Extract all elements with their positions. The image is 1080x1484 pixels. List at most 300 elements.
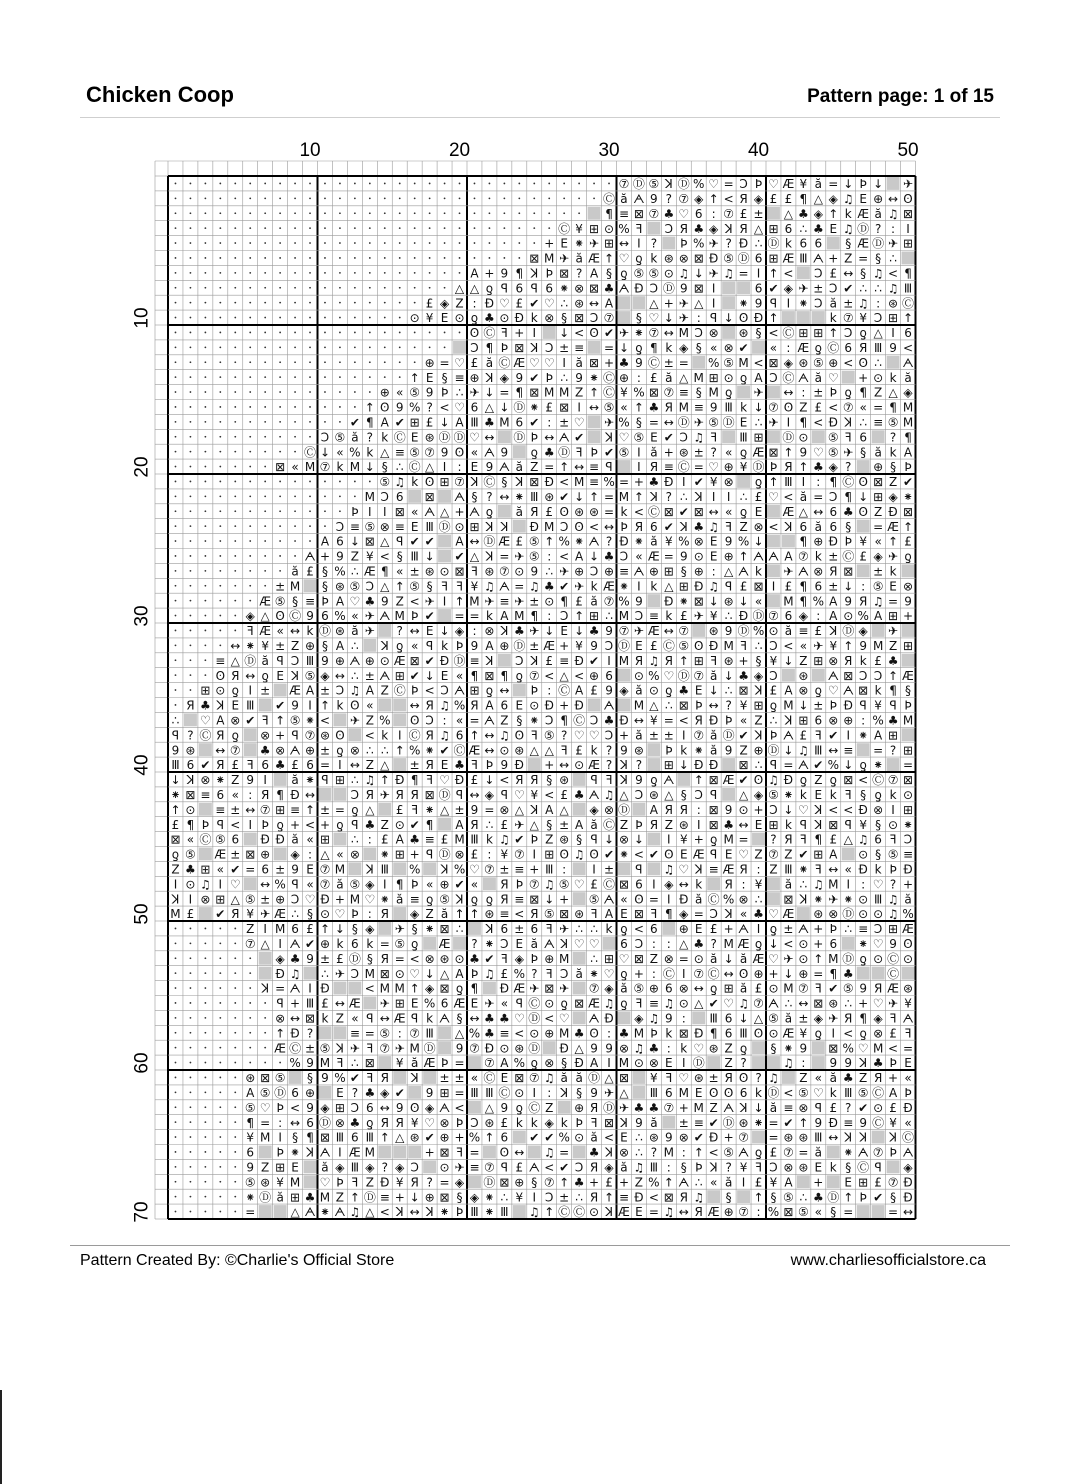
empty-cell-dot [204, 630, 206, 632]
stitch-symbol: ? [605, 534, 613, 549]
stitch-symbol: ʘ [559, 504, 569, 519]
empty-cell-dot [234, 451, 236, 453]
stitch-symbol: + [409, 847, 420, 862]
stitch-symbol: « [799, 638, 808, 653]
stitch-symbol: + [768, 966, 779, 981]
stitch-symbol: M [872, 638, 884, 653]
stitch-symbol: = [559, 1145, 570, 1160]
empty-cell-dot [190, 376, 192, 378]
stitch-symbol: Þ [411, 609, 419, 624]
stitch-symbol: E [694, 922, 703, 937]
stitch-symbol: ♣ [648, 1041, 660, 1056]
shaded-cell [304, 1160, 317, 1173]
stitch-symbol: ⊠ [514, 1071, 525, 1086]
stitch-symbol: Ⓓ [827, 1190, 840, 1205]
stitch-symbol: ✈ [633, 624, 644, 639]
stitch-symbol: Ɔ [320, 430, 330, 445]
empty-cell-dot [234, 1196, 236, 1198]
stitch-symbol: § [770, 1190, 777, 1205]
stitch-symbol: ꓘ [410, 1071, 419, 1086]
stitch-symbol: ± [559, 340, 570, 355]
empty-cell-dot [204, 406, 206, 408]
shaded-cell [812, 1041, 825, 1054]
stitch-symbol: ✔ [648, 847, 659, 862]
scan-edge-mark [0, 1390, 2, 1484]
stitch-symbol: ⊕ [424, 1190, 435, 1205]
stitch-symbol: ↓ [678, 758, 689, 773]
stitch-symbol: ꟻ [366, 1041, 374, 1056]
stitch-symbol: 6 [500, 1130, 509, 1145]
stitch-symbol: ◈ [439, 296, 450, 311]
empty-cell-dot [578, 197, 580, 199]
stitch-symbol: ʘ [753, 773, 764, 788]
stitch-symbol: ӑ [695, 892, 703, 907]
stitch-symbol: △ [529, 743, 539, 758]
stitch-symbol: ♫ [663, 996, 675, 1011]
stitch-symbol: M [259, 1130, 271, 1145]
stitch-symbol: ¥ [679, 832, 688, 847]
stitch-symbol: Ð [574, 698, 584, 713]
stitch-symbol: ⊛ [633, 743, 644, 758]
empty-cell-dot [175, 481, 177, 483]
stitch-symbol: 9 [844, 594, 853, 609]
stitch-symbol: k [755, 564, 763, 579]
stitch-symbol: Z [365, 713, 374, 728]
stitch-symbol: ♡ [259, 1100, 271, 1115]
stitch-symbol: ↔ [559, 758, 570, 773]
stitch-symbol: Þ [680, 236, 688, 251]
stitch-symbol: : [562, 862, 567, 877]
stitch-symbol: ⑤ [887, 847, 899, 862]
stitch-symbol: ¶ [829, 475, 838, 490]
stitch-symbol: ⊙ [394, 966, 405, 981]
stitch-symbol: £ [440, 832, 449, 847]
stitch-symbol: ↓ [424, 549, 435, 564]
stitch-symbol: ± [439, 1071, 450, 1086]
empty-cell-dot [190, 495, 192, 497]
stitch-symbol: ᗅ [483, 445, 496, 460]
stitch-symbol: = [783, 758, 794, 773]
shaded-cell [483, 1146, 496, 1159]
stitch-symbol: ♣ [185, 862, 196, 877]
stitch-symbol: 6 [784, 609, 793, 624]
stitch-symbol: ⑤ [633, 981, 645, 996]
stitch-symbol: § [426, 579, 433, 594]
stitch-symbol: Ð [694, 579, 704, 594]
stitch-symbol: 6 [620, 936, 628, 951]
stitch-symbol: ¥ [650, 713, 658, 728]
stitch-symbol: ¥ [500, 847, 509, 862]
stitch-symbol: ↓ [484, 385, 495, 400]
stitch-symbol: ᗅ [797, 758, 810, 773]
empty-cell-dot [339, 376, 341, 378]
stitch-symbol: △ [664, 787, 674, 802]
stitch-symbol: % [468, 1026, 481, 1041]
stitch-symbol: Ⅲ [500, 1205, 509, 1220]
stitch-symbol: ʘ [335, 728, 345, 743]
stitch-symbol: ♫ [543, 877, 555, 892]
stitch-symbol: ӑ [784, 1011, 793, 1026]
stitch-symbol: Ⅲ [410, 549, 419, 564]
stitch-symbol: 6 [500, 922, 509, 937]
empty-cell-dot [294, 272, 296, 274]
stitch-symbol: ◈ [828, 191, 838, 206]
stitch-symbol: ± [843, 296, 854, 311]
stitch-symbol: Ð [260, 832, 270, 847]
empty-cell-dot [190, 674, 192, 676]
stitch-symbol: ⊞ [394, 996, 405, 1011]
stitch-symbol: % [633, 385, 645, 400]
empty-cell-dot [264, 197, 266, 199]
stitch-symbol: ᗅ [319, 1145, 331, 1160]
empty-cell-dot [429, 272, 431, 274]
stitch-symbol: < [454, 1100, 465, 1115]
stitch-symbol: ◈ [753, 668, 764, 683]
stitch-symbol: ↔ [409, 1205, 420, 1220]
stitch-symbol: ♣ [484, 1011, 495, 1026]
stitch-symbol: ⊗ [275, 1011, 286, 1026]
stitch-symbol: £ [425, 296, 434, 311]
stitch-symbol: ⊛ [574, 504, 585, 519]
stitch-symbol: + [693, 832, 704, 847]
empty-cell-dot [399, 197, 401, 199]
stitch-symbol: ∴ [351, 773, 359, 788]
stitch-symbol: ꟼ [351, 817, 359, 832]
stitch-symbol: ⊗ [708, 326, 719, 341]
stitch-symbol: ✔ [798, 847, 809, 862]
empty-cell-dot [369, 317, 371, 319]
empty-cell-dot [175, 272, 177, 274]
stitch-symbol: I [308, 981, 312, 996]
stitch-symbol: Ⓓ [423, 1041, 436, 1056]
footer-website[interactable]: www.charliesofficialstore.ca [790, 1252, 986, 1269]
empty-cell-dot [219, 957, 221, 959]
stitch-symbol: ⊞ [888, 609, 899, 624]
shaded-cell [573, 803, 586, 816]
stitch-symbol: Æ [468, 743, 481, 758]
stitch-symbol: Ⓓ [438, 519, 451, 534]
stitch-symbol: ƍ [560, 996, 568, 1011]
stitch-symbol: k [530, 1115, 538, 1130]
stitch-symbol: ⑦ [738, 1205, 749, 1220]
stitch-symbol: ⊙ [768, 981, 779, 996]
stitch-symbol: ± [260, 892, 271, 907]
stitch-symbol: 6 [306, 758, 314, 773]
empty-cell-dot [249, 540, 251, 542]
stitch-symbol: 9 [709, 400, 718, 415]
stitch-symbol: ƍ [336, 743, 344, 758]
empty-cell-dot [175, 689, 177, 691]
stitch-symbol: ↔ [888, 191, 899, 206]
stitch-symbol: ✔ [559, 579, 570, 594]
stitch-symbol: < [828, 802, 839, 817]
stitch-symbol: ꓘ [814, 817, 823, 832]
empty-cell-dot [324, 212, 326, 214]
empty-cell-dot [234, 1121, 236, 1123]
empty-cell-dot [234, 957, 236, 959]
empty-cell-dot [219, 376, 221, 378]
stitch-symbol: ꟻ [441, 579, 449, 594]
stitch-symbol: M [364, 489, 376, 504]
stitch-symbol: Z [634, 1175, 644, 1190]
stitch-symbol: △ [873, 326, 883, 341]
stitch-symbol: E [739, 415, 748, 430]
empty-cell-dot [190, 317, 192, 319]
stitch-symbol: ◈ [679, 907, 689, 922]
stitch-symbol: ⊙ [798, 951, 809, 966]
stitch-symbol: k [336, 936, 344, 951]
stitch-symbol: I [263, 922, 267, 937]
stitch-symbol: A [874, 728, 883, 743]
stitch-symbol: ⊗ [618, 832, 630, 847]
shaded-cell [513, 1131, 526, 1144]
stitch-symbol: Ɔ [664, 221, 674, 236]
stitch-symbol: « [216, 862, 224, 877]
stitch-symbol: + [544, 758, 555, 773]
empty-cell-dot [190, 510, 192, 512]
stitch-symbol: ʘ [559, 847, 569, 862]
stitch-symbol: k [426, 1011, 434, 1026]
stitch-symbol: ⊕ [304, 743, 316, 758]
stitch-symbol: ꟼ [814, 1100, 822, 1115]
stitch-symbol: Ⅲ [530, 489, 539, 504]
stitch-symbol: Þ [889, 1145, 897, 1160]
stitch-symbol: 9 [724, 802, 733, 817]
stitch-symbol: £ [306, 922, 314, 937]
empty-cell-dot [354, 346, 356, 348]
stitch-symbol: ⁕ [873, 758, 884, 773]
stitch-symbol: Ⓒ [393, 430, 406, 445]
empty-cell-dot [234, 1211, 236, 1213]
stitch-symbol: Я [739, 191, 748, 206]
empty-cell-dot [264, 302, 266, 304]
stitch-symbol: Я [724, 1071, 733, 1086]
empty-cell-dot [309, 302, 311, 304]
stitch-symbol: ⊠ [364, 1056, 375, 1071]
stitch-symbol: ✈ [454, 1160, 465, 1175]
stitch-symbol: ∴ [769, 713, 778, 728]
stitch-symbol: ꟼ [216, 817, 224, 832]
stitch-symbol: 9 [635, 1115, 643, 1130]
stitch-symbol: ♡ [618, 951, 630, 966]
stitch-symbol: = [768, 1115, 779, 1130]
stitch-symbol: ≡ [858, 922, 869, 937]
stitch-symbol: Ɔ [365, 579, 375, 594]
stitch-symbol: 9 [829, 1056, 838, 1071]
empty-cell-dot [324, 332, 326, 334]
stitch-symbol: § [635, 311, 642, 326]
stitch-symbol: : [278, 1115, 283, 1130]
empty-cell-dot [384, 332, 386, 334]
stitch-symbol: ♫ [872, 594, 884, 609]
stitch-symbol: ? [426, 400, 433, 415]
stitch-symbol: ≡ [200, 787, 211, 802]
stitch-symbol: ⊛ [798, 1130, 809, 1145]
stitch-symbol: ⁕ [529, 713, 540, 728]
stitch-symbol: ✈ [364, 624, 375, 639]
stitch-symbol: ⊙ [648, 683, 659, 698]
stitch-symbol: ⊗ [693, 534, 704, 549]
stitch-symbol: < [544, 787, 555, 802]
stitch-symbol: ӑ [904, 892, 912, 907]
stitch-symbol: ✈ [364, 609, 375, 624]
empty-cell-dot [503, 242, 505, 244]
empty-cell-dot [249, 481, 251, 483]
empty-cell-dot [354, 227, 356, 229]
stitch-symbol: ӑ [620, 191, 628, 206]
stitch-symbol: ⊗ [678, 1130, 689, 1145]
stitch-symbol: £ [306, 564, 314, 579]
shaded-cell [588, 430, 601, 443]
stitch-symbol: ↔ [290, 1115, 301, 1130]
stitch-symbol: ♣ [259, 743, 271, 758]
stitch-symbol: + [813, 936, 824, 951]
stitch-symbol: Ɔ [380, 489, 389, 504]
stitch-symbol: ∴ [874, 355, 882, 370]
stitch-symbol: £ [889, 1100, 897, 1115]
stitch-symbol: ≡ [394, 519, 405, 534]
shaded-cell [543, 326, 556, 339]
stitch-symbol: 9 [590, 638, 598, 653]
stitch-symbol: ↔ [484, 743, 495, 758]
shaded-cell [393, 758, 406, 771]
empty-cell-dot [384, 361, 386, 363]
stitch-symbol: ¥ [575, 638, 583, 653]
stitch-symbol: ¥ [665, 534, 673, 549]
stitch-symbol: ✈ [678, 296, 689, 311]
stitch-symbol: : [472, 624, 477, 639]
empty-cell-dot [264, 495, 266, 497]
stitch-symbol: ♡ [678, 1071, 690, 1086]
empty-cell-dot [264, 406, 266, 408]
footer-divider [70, 1245, 1010, 1246]
stitch-symbol: ƍ [739, 370, 748, 385]
stitch-symbol: 9 [500, 445, 509, 460]
stitch-symbol: ≡ [349, 1026, 360, 1041]
stitch-symbol: ✔ [349, 1071, 360, 1086]
stitch-symbol: ↑ [828, 326, 839, 341]
empty-cell-dot [279, 197, 281, 199]
stitch-symbol: ✔ [768, 281, 779, 296]
shaded-cell [438, 535, 451, 548]
stitch-symbol: ✈ [484, 996, 495, 1011]
stitch-symbol: Ⓓ [528, 1011, 541, 1026]
stitch-symbol: : [547, 415, 552, 430]
stitch-symbol: £ [739, 579, 748, 594]
empty-cell-dot [249, 376, 251, 378]
stitch-symbol: ⊛ [185, 743, 196, 758]
shaded-cell [782, 311, 795, 324]
empty-cell-dot [518, 242, 520, 244]
stitch-symbol: % [334, 564, 346, 579]
stitch-symbol: Ɔ [559, 966, 569, 981]
stitch-symbol: ⊙ [858, 892, 869, 907]
stitch-symbol: ✔ [603, 445, 615, 460]
empty-cell-dot [190, 183, 192, 185]
stitch-symbol: ⑦ [588, 981, 600, 996]
stitch-symbol: 6 [366, 1100, 374, 1115]
stitch-symbol: 9 [291, 862, 299, 877]
stitch-symbol: ◈ [604, 981, 614, 996]
stitch-symbol: ♫ [693, 1190, 705, 1205]
stitch-symbol: ✈ [559, 922, 570, 937]
shaded-cell [767, 877, 780, 890]
empty-cell-dot [249, 1032, 251, 1034]
stitch-symbol: 9 [306, 1056, 314, 1071]
stitch-symbol: ⊞ [858, 1175, 869, 1190]
stitch-symbol: ꟻ [605, 773, 613, 788]
stitch-symbol: 9 [425, 1085, 434, 1100]
stitch-symbol: Æ [782, 907, 795, 922]
stitch-symbol: Þ [904, 460, 912, 475]
stitch-symbol: ӑ [829, 1071, 837, 1086]
empty-cell-dot [354, 287, 356, 289]
empty-cell-dot [294, 257, 296, 259]
empty-cell-dot [264, 183, 266, 185]
stitch-symbol: k [650, 579, 658, 594]
stitch-symbol: ? [725, 698, 732, 713]
stitch-symbol: ⊞ [693, 653, 704, 668]
stitch-symbol: ꓘ [620, 1115, 628, 1130]
stitch-symbol: ᗅ [752, 549, 765, 564]
stitch-symbol: Я [530, 504, 539, 519]
stitch-symbol: M [364, 966, 376, 981]
stitch-symbol: ✈ [693, 415, 704, 430]
stitch-symbol: : [816, 609, 821, 624]
stitch-symbol: ꟻ [665, 1071, 673, 1086]
stitch-symbol: Æ [214, 847, 227, 862]
stitch-symbol: ⑦ [842, 400, 854, 415]
stitch-symbol: Ⓒ [603, 877, 616, 892]
stitch-symbol: k [755, 1085, 763, 1100]
stitch-symbol: Z [799, 1071, 808, 1086]
stitch-symbol: ƍ [859, 951, 867, 966]
stitch-symbol: ↓ [633, 832, 644, 847]
stitch-symbol: k [695, 877, 703, 892]
stitch-symbol: Ɔ [694, 326, 703, 341]
stitch-symbol: ƍ [635, 340, 643, 355]
stitch-symbol: ◈ [380, 1085, 390, 1100]
stitch-symbol: ⑦ [768, 400, 779, 415]
stitch-symbol: ⁕ [858, 936, 869, 951]
stitch-symbol: M [618, 609, 630, 624]
stitch-symbol: § [307, 907, 314, 922]
stitch-symbol: A [829, 847, 838, 862]
stitch-symbol: § [381, 460, 388, 475]
stitch-symbol: k [366, 936, 374, 951]
stitch-symbol: ƍ [739, 445, 748, 460]
stitch-symbol: Z [545, 1100, 554, 1115]
stitch-symbol: ✔ [589, 653, 600, 668]
stitch-symbol: ↑ [753, 1190, 764, 1205]
stitch-symbol: ⊗ [813, 564, 824, 579]
stitch-symbol: = [275, 981, 286, 996]
stitch-symbol: ӑ [904, 370, 912, 385]
stitch-symbol: ≡ [783, 1100, 794, 1115]
stitch-symbol: ⊗ [230, 713, 241, 728]
empty-cell-dot [264, 421, 266, 423]
stitch-symbol: ✔ [693, 1130, 704, 1145]
stitch-symbol: ◈ [798, 609, 808, 624]
stitch-symbol: « [724, 504, 733, 519]
stitch-symbol: ↓ [873, 177, 884, 192]
empty-cell-dot [249, 287, 251, 289]
stitch-symbol: Þ [411, 683, 419, 698]
empty-cell-dot [414, 257, 416, 259]
empty-cell-dot [204, 451, 206, 453]
stitch-symbol: % [678, 534, 690, 549]
shaded-cell [767, 207, 780, 220]
